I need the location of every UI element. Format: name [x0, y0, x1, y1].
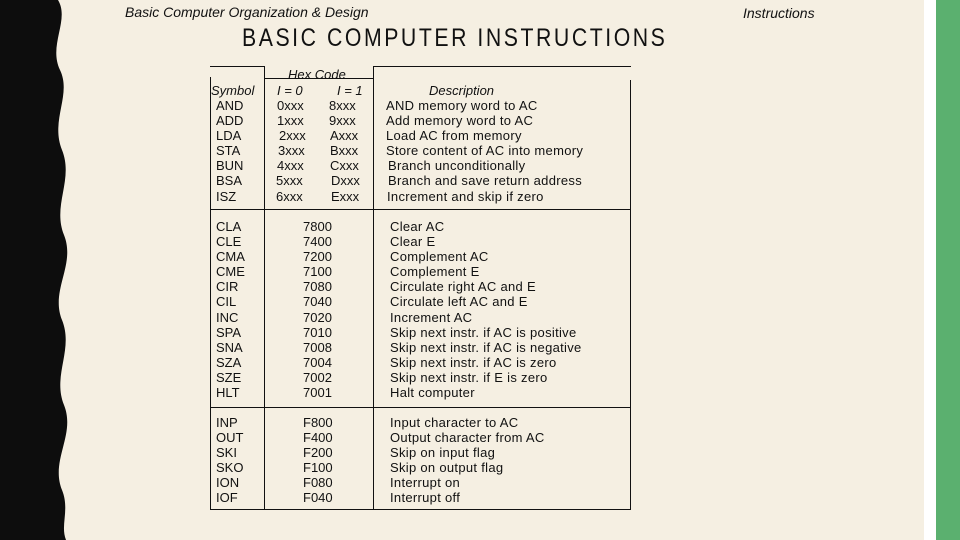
header-i0: I = 0	[277, 83, 303, 98]
table-right-border	[630, 80, 631, 510]
table-cell: Load AC from memory	[386, 128, 522, 144]
table-cell: Skip next instr. if AC is negative	[390, 339, 582, 355]
table-cell: Circulate left AC and E	[390, 294, 528, 310]
table-cell: INC	[216, 309, 239, 325]
table-cell: 7004	[303, 354, 332, 370]
table-cell: F400	[303, 430, 333, 446]
table-cell: AND	[216, 98, 244, 113]
table-cell: Increment AC	[390, 309, 473, 325]
header-i1: I = 1	[337, 83, 363, 98]
table-cell: IOF	[216, 490, 238, 506]
table-cell: 1xxx	[277, 113, 304, 129]
section-divider-1	[210, 209, 631, 210]
memory-ref-descriptions	[386, 98, 583, 204]
table-top-border	[210, 66, 264, 67]
table-cell: BUN	[216, 158, 244, 174]
io-descriptions	[390, 415, 545, 506]
table-cell: OUT	[216, 430, 244, 446]
table-cell: Bxxx	[330, 143, 359, 159]
table-cell: ADD	[216, 113, 244, 129]
table-cell: Skip on input flag	[390, 445, 496, 461]
table-cell: ISZ	[216, 188, 237, 204]
table-cell: 7002	[303, 369, 332, 385]
instruction-table	[210, 63, 631, 510]
header-hex-code: Hex Code	[288, 67, 346, 82]
table-cell: 4xxx	[277, 158, 304, 174]
hex-description-divider	[373, 66, 374, 510]
table-cell: CLA	[216, 219, 242, 234]
table-cell: F200	[303, 445, 333, 461]
io-hex	[303, 415, 333, 506]
table-cell: 3xxx	[278, 143, 305, 159]
table-left-border	[210, 77, 211, 510]
table-bottom-border	[210, 509, 631, 510]
table-cell: Skip next instr. if AC is zero	[390, 354, 557, 370]
table-cell: Dxxx	[331, 173, 360, 189]
left-decorative-band	[0, 0, 80, 540]
table-cell: F800	[303, 415, 333, 430]
header-symbol: Symbol	[211, 83, 255, 98]
table-cell: Increment and skip if zero	[387, 188, 544, 204]
table-cell: SKI	[216, 445, 237, 461]
table-cell: 7008	[303, 339, 332, 355]
table-cell: 2xxx	[279, 128, 306, 144]
table-cell: Exxx	[331, 188, 360, 204]
table-cell: Store content of AC into memory	[386, 143, 584, 159]
right-white-stripe	[924, 0, 936, 540]
memory-ref-hex-i1	[327, 98, 360, 204]
table-cell: 7080	[303, 279, 332, 295]
table-cell: Skip next instr. if AC is positive	[390, 324, 577, 340]
table-cell: F080	[303, 475, 333, 491]
table-cell: Clear AC	[390, 219, 445, 234]
table-cell: Branch unconditionally	[388, 158, 526, 174]
table-cell: Cxxx	[330, 158, 359, 174]
table-cell: 0xxx	[277, 98, 304, 113]
table-cell: Halt computer	[390, 385, 475, 401]
table-cell: SZE	[216, 369, 242, 385]
table-cell: CIR	[216, 279, 239, 295]
section-divider-2	[210, 407, 631, 408]
memory-ref-symbols	[216, 98, 243, 204]
symbol-hex-divider	[264, 66, 265, 510]
io-symbols	[216, 415, 243, 506]
table-cell: SNA	[216, 339, 243, 355]
table-cell: LDA	[216, 128, 242, 144]
table-cell: CMA	[216, 249, 245, 265]
table-cell: Input character to AC	[390, 415, 519, 430]
register-ref-symbols	[216, 219, 245, 400]
table-cell: CLE	[216, 234, 242, 250]
table-cell: 5xxx	[276, 173, 303, 189]
table-cell: 7020	[303, 309, 332, 325]
table-cell: 7800	[303, 219, 332, 234]
register-ref-descriptions	[390, 219, 582, 400]
table-cell: 7001	[303, 385, 332, 401]
header-description: Description	[429, 83, 495, 98]
page-title: BASIC COMPUTER INSTRUCTIONS	[242, 24, 668, 52]
table-cell: Skip on output flag	[390, 460, 504, 476]
table-cell: 7040	[303, 294, 332, 310]
table-cell: F040	[303, 490, 333, 506]
table-cell: Skip next instr. if E is zero	[390, 369, 548, 385]
table-cell: 7100	[303, 264, 332, 280]
table-cell: AND memory word to AC	[386, 98, 538, 113]
table-cell: Axxx	[330, 128, 359, 144]
course-title: Basic Computer Organization & Design	[125, 4, 369, 20]
table-cell: BSA	[216, 173, 243, 189]
table-cell: SZA	[216, 354, 242, 370]
table-cell: Add memory word to AC	[386, 113, 534, 129]
section-title: Instructions	[743, 5, 815, 21]
table-cell: CIL	[216, 294, 237, 310]
table-cell: Complement E	[390, 264, 480, 280]
table-cell: F100	[303, 460, 333, 476]
table-cell: Circulate right AC and E	[390, 279, 536, 295]
table-cell: CME	[216, 264, 245, 280]
table-cell: ION	[216, 475, 240, 491]
table-cell: Interrupt off	[390, 490, 461, 506]
memory-ref-hex-i0	[277, 98, 306, 204]
table-cell: SPA	[216, 324, 242, 340]
table-cell: Clear E	[390, 234, 436, 250]
table-cell: 7200	[303, 249, 332, 265]
table-cell: Output character from AC	[390, 430, 545, 446]
table-cell: Complement AC	[390, 249, 489, 265]
table-cell: 6xxx	[276, 188, 303, 204]
table-cell: 9xxx	[329, 113, 356, 129]
table-cell: 7400	[303, 234, 332, 250]
table-top-border-right	[373, 66, 631, 67]
table-cell: STA	[216, 143, 241, 159]
table-cell: 7010	[303, 324, 332, 340]
table-cell: Interrupt on	[390, 475, 461, 491]
table-cell: SKO	[216, 460, 244, 476]
register-ref-hex	[303, 219, 332, 400]
right-green-stripe	[936, 0, 960, 540]
table-cell: Branch and save return address	[388, 173, 582, 189]
table-cell: 8xxx	[329, 98, 356, 113]
table-cell: INP	[216, 415, 238, 430]
table-cell: HLT	[216, 385, 240, 401]
